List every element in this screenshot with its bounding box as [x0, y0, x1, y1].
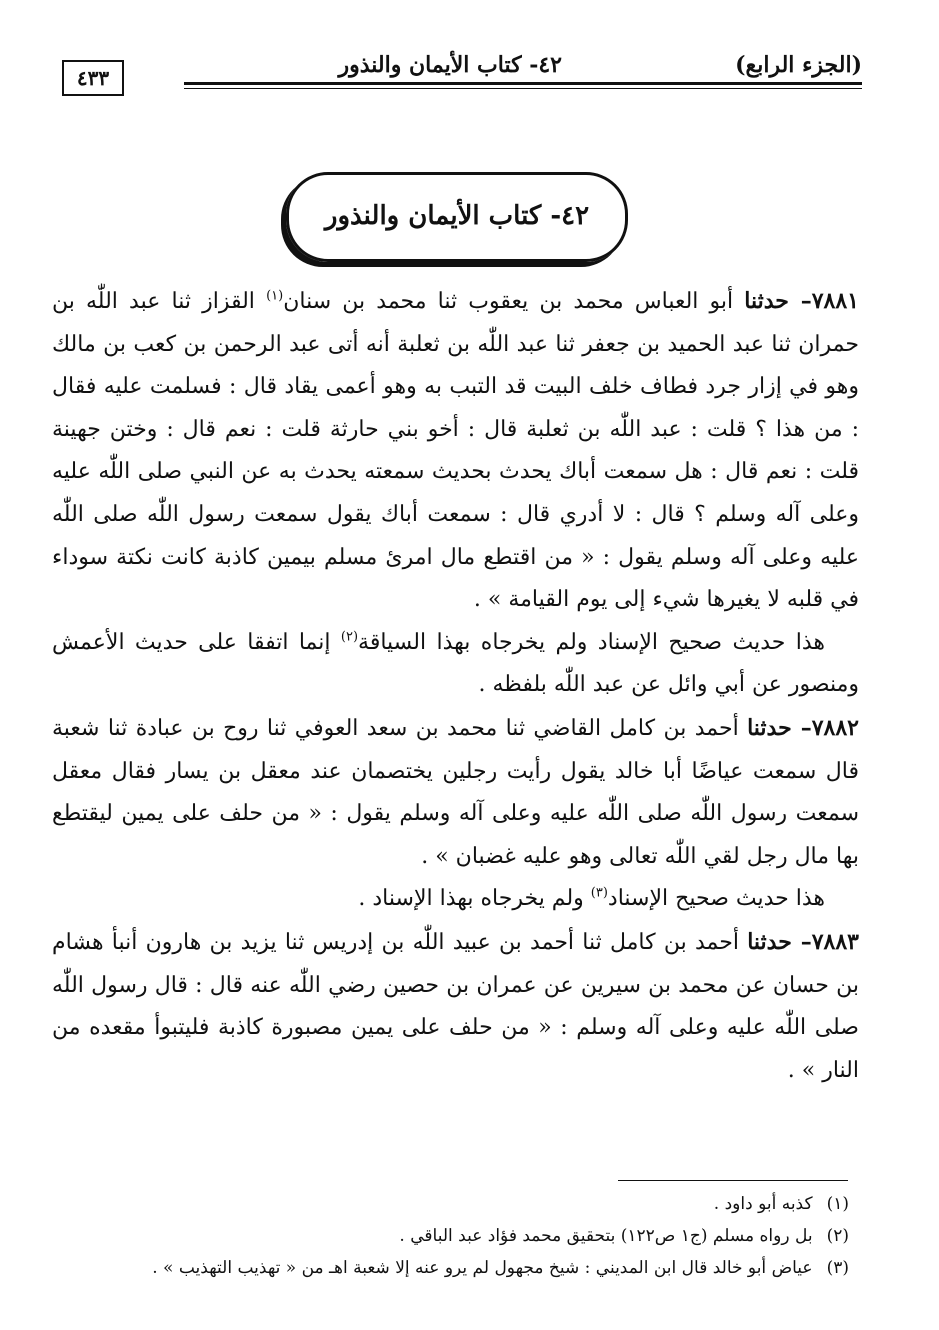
main-text	[52, 280, 859, 1092]
footnote-1	[52, 1188, 849, 1220]
hadith-number: ٧٨٨١	[811, 288, 859, 314]
header-rule	[184, 82, 862, 85]
page-number: ٤٣٣	[62, 60, 124, 96]
hadith-lead: حدثنا	[744, 288, 789, 314]
hadith-commentary: هذا حديث صحيح الإسناد ولم يخرجاه بهذا السياقة$^{(٢)}$ إنما اتفقا على حديث الأعمش ومنصور عن أبي وائل عن عبد اللّٰه بلفظه .	[52, 629, 859, 698]
hadith-7883: ٧٨٨٣– حدثنا أحمد بن كامل ثنا أحمد بن عبيد اللّٰه بن إدريس ثنا يزيد بن هارون أنبأ هشام بن حسان عن محمد بن سيرين عن عمران بن حصين رضي اللّٰه عنه قال : قال رسول اللّٰه صلى اللّٰه عليه وعلى آله وسلم : « من حلف على يمين مصبورة كاذبة فليتبوأ مقعده من النار » .	[52, 928, 859, 1083]
running-header	[62, 52, 862, 102]
footnote-number: (٢)	[826, 1226, 849, 1246]
hadith-lead: حدثنا	[747, 714, 792, 741]
footnote-text: بل رواه مسلم (ج١ ص١٢٢) بتحقيق محمد فؤاد عبد الباقي .	[399, 1226, 813, 1246]
footnotes	[52, 1188, 849, 1284]
footnote-number: (٣)	[826, 1258, 849, 1278]
footnote-text: عياض أبو خالد قال ابن المديني : شيخ مجهول لم يرو عنه إلا شعبة اهـ من « تهذيب التهذيب » .	[152, 1258, 813, 1278]
footnote-marker[interactable]: (١)	[266, 288, 284, 304]
footnote-3	[52, 1252, 849, 1284]
hadith-text: القزاز ثنا عبد اللّٰه بن حمران ثنا عبد الحميد بن جعفر ثنا عبد اللّٰه بن ثعلبة أنه أتى عبد الرحمن بن كعب بن مالك وهو في إزار جرد فطاف خلف البيت قد التبب به وهو أعمى يقاد قال : فسلمت عليه فقال : من هذا ؟ قلت : عبد اللّٰه بن ثعلبة قال : أخو بني حارثة قلت : نعم قال : وختن جهينة قلت : نعم قال : هل سمعت أباك يحدث بحديث سمعته يحدث به عن النبي صلى اللّٰه عليه وعلى آله وسلم ؟ قال : لا أدري قال : سمعت أباك يقول سمعت رسول اللّٰه صلى اللّٰه عليه وعلى آله وسلم يقول : « من اقتطع مال امرئ مسلم بيمين كاذبة كانت نكتة سوداء في قلبه لا يغيرها شيء إلى يوم القيامة » .	[52, 289, 859, 613]
hadith-text: أحمد بن كامل ثنا أحمد بن عبيد اللّٰه بن إدريس ثنا يزيد بن هارون أنبأ هشام بن حسان عن محمد بن سيرين عن عمران بن حصين رضي اللّٰه عنه قال : قال رسول اللّٰه صلى اللّٰه عليه وعلى آله وسلم : « من حلف على يمين مصبورة كاذبة فليتبوأ مقعده من النار » .	[52, 929, 859, 1083]
footnote-number: (١)	[826, 1194, 849, 1214]
hadith-number: ٧٨٨٢	[811, 714, 859, 741]
footnote-separator	[618, 1180, 848, 1181]
header-chapter: ٤٢- كتاب الأيمان والنذور	[338, 52, 562, 78]
hadith-text: أحمد بن كامل القاضي ثنا محمد بن سعد العوفي ثنا روح بن عبادة ثنا شعبة قال سمعت عياضًا أبا خالد يقول رأيت رجلين يختصمان عند معقل بن يسار فقال معقل سمعت رسول اللّٰه صلى اللّٰه عليه وعلى آله وسلم يقول : « من حلف على يمين ليقتطع بها مال رجل لقي اللّٰه تعالى وهو عليه غضبان » .	[52, 715, 859, 869]
hadith-7881: ٧٨٨١– حدثنا أبو العباس محمد بن يعقوب ثنا محمد بن سنان$^{(١)}$ القزاز ثنا عبد اللّٰه بن حمران ثنا عبد الحميد بن جعفر ثنا عبد اللّٰه بن ثعلبة أنه أتى عبد الرحمن بن كعب بن مالك وهو في إزار جرد فطاف خلف البيت قد التبب به وهو أعمى يقاد قال : فسلمت عليه فقال : من هذا ؟ قلت : عبد اللّٰه بن ثعلبة قال : أخو بني حارثة قلت : نعم قال : وختن جهينة قلت : نعم قال : هل سمعت أباك يحدث بحديث سمعته يحدث به عن النبي صلى اللّٰه عليه وعلى آله وسلم ؟ قال : لا أدري قال : سمعت أباك يقول سمعت رسول اللّٰه صلى اللّٰه عليه وعلى آله وسلم يقول : « من اقتطع مال امرئ مسلم بيمين كاذبة كانت نكتة سوداء في قلبه لا يغيرها شيء إلى يوم القيامة » .	[52, 288, 859, 613]
header-rule-thin	[184, 88, 862, 89]
hadith-lead: حدثنا	[747, 928, 792, 955]
hadith-7882: ٧٨٨٢– حدثنا أحمد بن كامل القاضي ثنا محمد بن سعد العوفي ثنا روح بن عبادة ثنا شعبة قال سمعت عياضًا أبا خالد يقول رأيت رجلين يختصمان عند معقل بن يسار فقال معقل سمعت رسول اللّٰه صلى اللّٰه عليه وعلى آله وسلم يقول : « من حلف على يمين ليقتطع بها مال رجل لقي اللّٰه تعالى وهو عليه غضبان » .	[52, 714, 859, 869]
footnote-text: كذبه أبو داود .	[713, 1194, 813, 1214]
header-part: (الجزء الرابع)	[735, 52, 862, 78]
footnote-marker[interactable]: (٢)	[340, 629, 359, 645]
hadith-commentary: هذا حديث صحيح الإسناد$^{(٣)}$ ولم يخرجاه بهذا الإسناد .	[358, 885, 825, 912]
chapter-title: ٤٢- كتاب الأيمان والنذور	[286, 172, 628, 262]
hadith-number: ٧٨٨٣	[811, 928, 859, 955]
hadith-text: أبو العباس محمد بن يعقوب ثنا محمد بن سنان	[283, 289, 734, 314]
footnote-2	[52, 1220, 849, 1252]
footnote-marker[interactable]: (٣)	[590, 885, 608, 901]
